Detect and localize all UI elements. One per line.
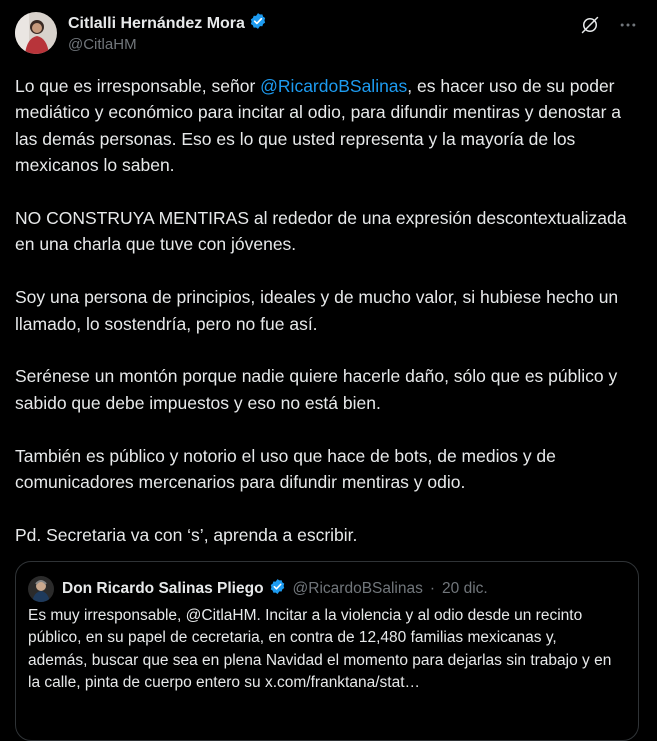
verified-badge-icon: [269, 578, 286, 600]
tweet-text-segment: , es hacer uso de su poder mediático y económico para incitar al odio, para difundir mentiras y denostar a las demás personas. Eso es lo que usted representa y la mayoría de los mexicanos lo saben.: [15, 76, 622, 176]
author-handle[interactable]: @CitlaHM: [68, 36, 137, 53]
tweet-actions-top: [579, 14, 639, 36]
tweet-paragraph: También es público y notorio el uso que hace de bots, de medios y de comunicadores mercenarios para difundir mentiras y odio.: [15, 445, 556, 493]
author-name-row: [68, 12, 267, 35]
tweet-paragraph: [15, 73, 635, 179]
grok-icon[interactable]: [579, 14, 601, 36]
quoted-tweet-header: [28, 576, 488, 602]
verified-badge-icon: [249, 12, 267, 35]
quoted-tweet-text: Es muy irresponsable, @CitlaHM. Incitar a la violencia y al odio desde un recinto público, en su papel de cecretaria, en contra de 12,480 familias mexicanas y, además, buscar que sea en plena Navidad el momento para dejarlas sin trabajo y en la calle, pinta de cuerpo entero su x.com/franktana/stat…: [28, 607, 612, 692]
quoted-tweet[interactable]: [15, 561, 639, 741]
tweet-paragraph: Serénese un montón porque nadie quiere hacerle daño, sólo que es público y sabido que debe impuestos y eso no está bien.: [15, 366, 618, 413]
meta-separator: ·: [429, 580, 436, 597]
author-avatar[interactable]: [15, 12, 57, 54]
quoted-author-avatar: [28, 576, 54, 602]
quoted-author-name: Don Ricardo Salinas Pliego: [62, 580, 264, 597]
tweet-text-segment: Lo que es irresponsable, señor: [15, 76, 261, 96]
tweet-paragraph: Pd. Secretaria va con ‘s’, aprenda a escribir.: [15, 524, 358, 545]
more-icon[interactable]: [617, 14, 639, 36]
tweet-paragraph: Soy una persona de principios, ideales y de mucho valor, si hubiese hecho un llamado, lo sostendría, pero no fue así.: [15, 287, 619, 334]
mention-link[interactable]: @RicardoBSalinas: [260, 76, 408, 96]
tweet-paragraph: NO CONSTRUYA MENTIRAS al rededor de una expresión descontextualizada en una charla que tuve con jóvenes.: [15, 208, 627, 255]
quoted-tweet-date: 20 dic.: [442, 580, 488, 597]
quoted-author-handle: @RicardoBSalinas: [292, 580, 423, 597]
tweet-text: [15, 73, 635, 575]
author-name[interactable]: Citlalli Hernández Mora: [68, 14, 245, 32]
